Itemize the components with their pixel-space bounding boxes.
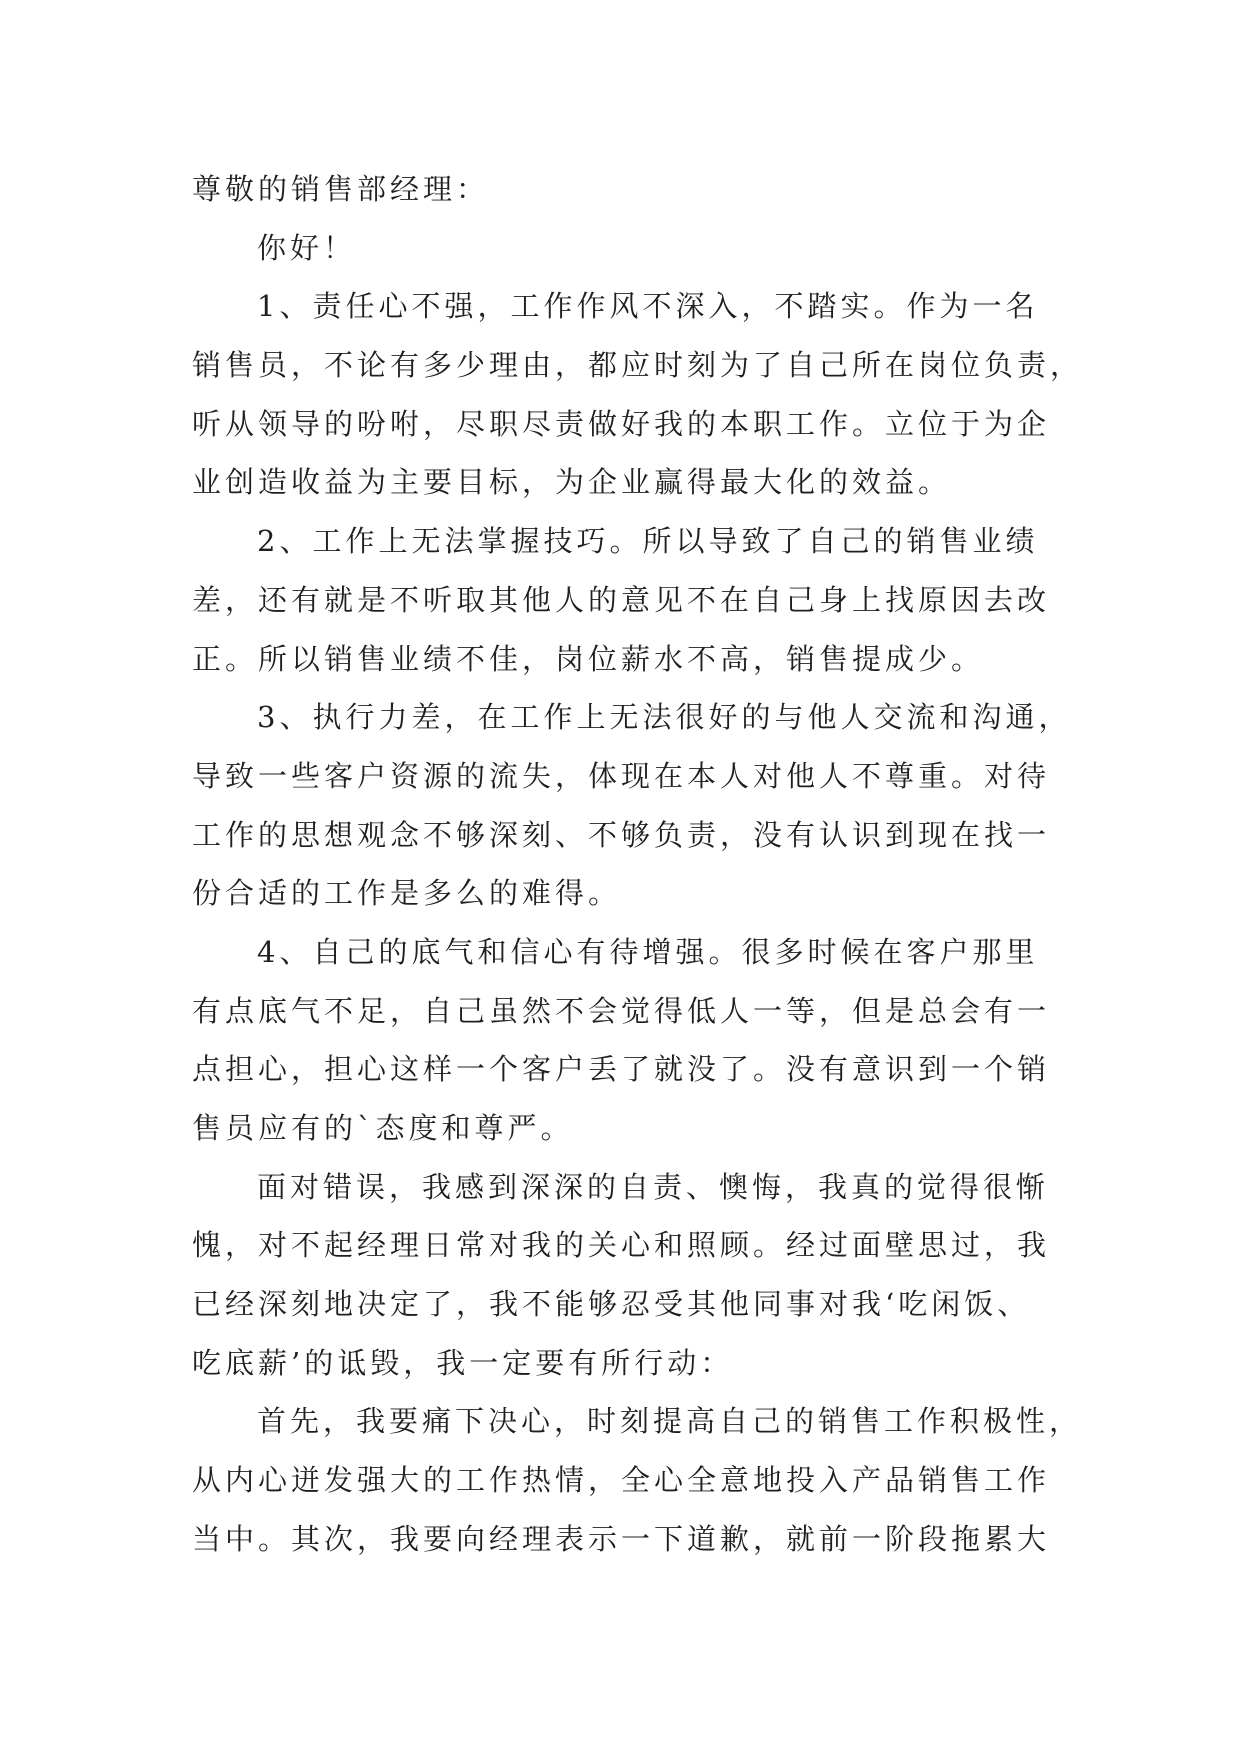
paragraph-3 [192, 688, 1092, 923]
paragraph-line: 愧，对不起经理日常对我的关心和照顾。经过面壁思过，我 [192, 1228, 1051, 1263]
paragraph-line: 导致一些客户资源的流失，体现在本人对他人不尊重。对待 [192, 758, 1051, 793]
paragraph-line: 正。所以销售业绩不佳，岗位薪水不高，销售提成少。 [192, 641, 985, 676]
paragraph-line: 点担心，担心这样一个客户丢了就没了。没有意识到一个销 [192, 1052, 1051, 1087]
greeting: 你好！ [257, 230, 357, 265]
paragraph-line: 1、责任心不强，工作作风不深入，不踏实。作为一名 [257, 289, 1039, 324]
paragraph-line: 有点底气不足，自己虽然不会觉得低人一等，但是总会有一 [192, 993, 1051, 1028]
salutation: 尊敬的销售部经理： [192, 172, 490, 206]
paragraph-line: 销售员，不论有多少理由，都应时刻为了自己所在岗位负责， [192, 348, 1084, 383]
paragraph-line: 3、执行力差，在工作上无法很好的与他人交流和沟通， [257, 700, 1072, 735]
letter-body [192, 160, 1092, 1569]
paragraph-line: 差，还有就是不听取其他人的意见不在自己身上找原因去改 [192, 582, 1051, 617]
paragraph-line: 首先，我要痛下决心，时刻提高自己的销售工作积极性， [257, 1404, 1083, 1439]
paragraph-line: 4、自己的底气和信心有待增强。很多时候在客户那里 [257, 934, 1039, 969]
paragraph-line: 已经深刻地决定了，我不能够忍受其他同事对我‘吃闲饭、 [192, 1287, 1031, 1322]
paragraph-line: 听从领导的吩咐，尽职尽责做好我的本职工作。立位于为企 [192, 406, 1051, 441]
paragraph-line: 吃底薪’的诋毁，我一定要有所行动： [192, 1345, 734, 1380]
paragraph-4 [192, 923, 1092, 1158]
paragraph-line: 当中。其次，我要向经理表示一下道歉，就前一阶段拖累大 [192, 1521, 1051, 1556]
paragraph-line: 业创造收益为主要目标，为企业赢得最大化的效益。 [192, 465, 952, 500]
paragraph-line: 2、工作上无法掌握技巧。所以导致了自己的销售业绩 [257, 524, 1039, 559]
paragraph-2 [192, 512, 1092, 688]
paragraph-line: 售员应有的`态度和尊严。 [192, 1111, 574, 1145]
paragraph-line: 从内心迸发强大的工作热情，全心全意地投入产品销售工作 [192, 1463, 1051, 1498]
paragraph-5 [192, 1158, 1092, 1393]
paragraph-6 [192, 1392, 1092, 1568]
paragraph-1 [192, 277, 1092, 512]
paragraph-line: 面对错误，我感到深深的自责、懊悔，我真的觉得很惭 [257, 1169, 1050, 1204]
paragraph-line: 份合适的工作是多么的难得。 [192, 876, 622, 911]
paragraph-line: 工作的思想观念不够深刻、不够负责，没有认识到现在找一 [192, 817, 1051, 852]
